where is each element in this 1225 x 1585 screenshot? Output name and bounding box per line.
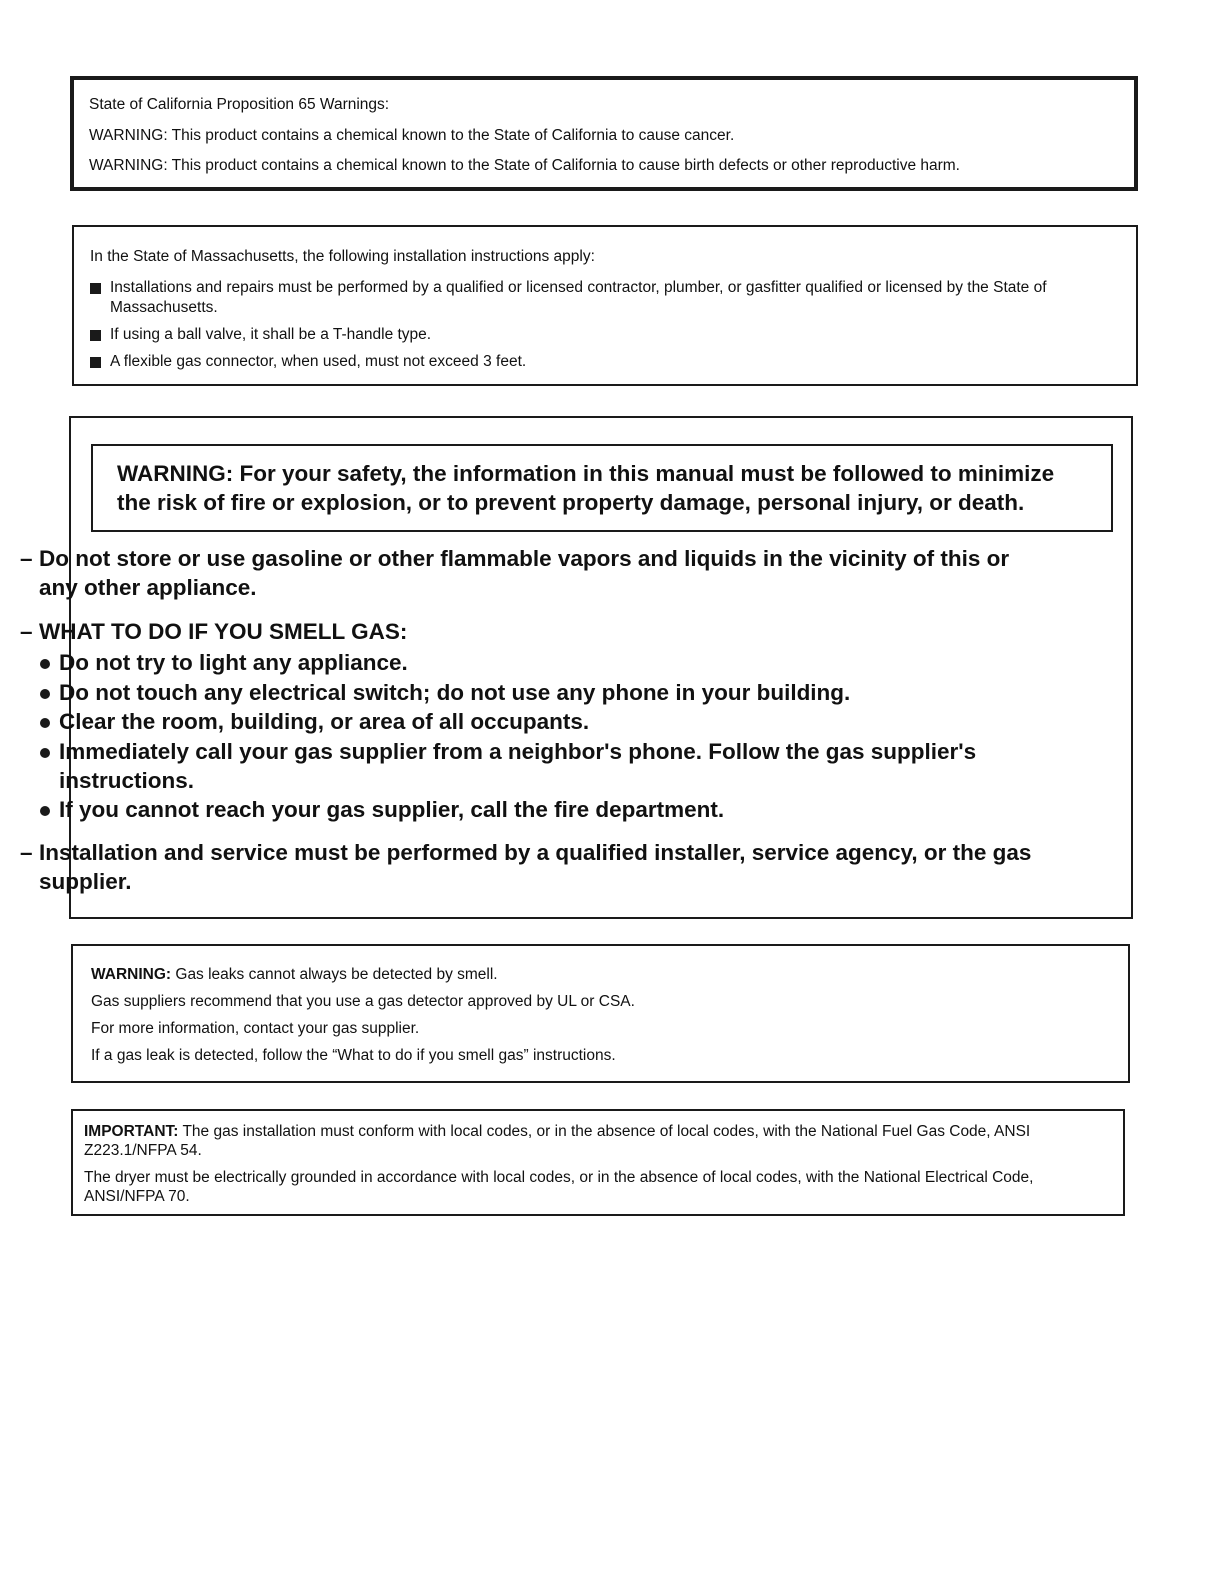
- list-item: If using a ball valve, it shall be a T-handle type.: [90, 325, 1116, 345]
- safety-warning-header: WARNING: For your safety, the information in this manual must be followed to minimize the risk of fire or explosion, or to prevent property damage, personal injury, or death.: [91, 444, 1113, 532]
- prop65-cancer-warning: WARNING: This product contains a chemical known to the State of California to cause cancer.: [89, 126, 735, 144]
- electrical-code-paragraph: The dryer must be electrically grounded in accordance with local codes, or in the absence of local codes, with the National Electrical Code, ANSI/NFPA 70.: [84, 1169, 1034, 1205]
- list-item: Immediately call your gas supplier from a neighbor's phone. Follow the gas supplier's instructions.: [40, 737, 1040, 795]
- smell-gas-heading: – WHAT TO DO IF YOU SMELL GAS:: [20, 619, 408, 644]
- list-item: Installations and repairs must be performed by a qualified or licensed contractor, plumber, or gasfitter qualified or licensed by the State of Massachusetts.: [90, 278, 1116, 318]
- bullet-dot-icon: [40, 659, 50, 669]
- massachusetts-list: [90, 278, 1116, 372]
- prop65-birth-defects-warning: WARNING: This product contains a chemical known to the State of California to cause birth defects or other reproductive harm.: [89, 157, 960, 174]
- leak-detected-line: If a gas leak is detected, follow the “What to do if you smell gas” instructions.: [91, 1047, 616, 1064]
- square-bullet-icon: [90, 330, 101, 341]
- massachusetts-intro: In the State of Massachusetts, the following installation instructions apply:: [90, 248, 595, 265]
- square-bullet-icon: [90, 283, 101, 294]
- qualified-installer-warning: – Installation and service must be performed by a qualified installer, service agency, or the gas supplier.: [20, 840, 1032, 894]
- leak-warning-line: WARNING: Gas leaks cannot always be detected by smell.: [91, 966, 498, 983]
- list-item: Do not try to light any appliance.: [40, 648, 1040, 677]
- warning-label: WARNING:: [91, 966, 172, 983]
- dash-marker: –: [20, 840, 33, 865]
- bullet-dot-icon: [40, 689, 50, 699]
- gas-code-paragraph: IMPORTANT: The gas installation must conform with local codes, or in the absence of local codes, with the National Fuel Gas Code, ANSI Z223.1/NFPA 54.: [84, 1123, 1031, 1159]
- list-item: A flexible gas connector, when used, must not exceed 3 feet.: [90, 352, 1116, 372]
- list-item: Do not touch any electrical switch; do not use any phone in your building.: [40, 678, 1040, 707]
- prop65-title: State of California Proposition 65 Warnings:: [89, 96, 390, 113]
- flammable-vapors-warning: – Do not store or use gasoline or other flammable vapors and liquids in the vicinity of this or any other appliance.: [20, 546, 1010, 600]
- bullet-dot-icon: [40, 718, 50, 728]
- important-notice-box: [71, 1109, 1125, 1216]
- smell-gas-steps: [40, 648, 1040, 825]
- list-item: Clear the room, building, or area of all occupants.: [40, 707, 1040, 736]
- contact-supplier-line: For more information, contact your gas supplier.: [91, 1020, 420, 1037]
- gas-leak-warning-box: [71, 944, 1130, 1083]
- dash-marker: –: [20, 619, 33, 644]
- dash-marker: –: [20, 546, 33, 571]
- list-item: If you cannot reach your gas supplier, call the fire department.: [40, 795, 1040, 824]
- massachusetts-instructions-box: [72, 225, 1138, 386]
- gas-detector-line: Gas suppliers recommend that you use a gas detector approved by UL or CSA.: [91, 993, 635, 1010]
- square-bullet-icon: [90, 357, 101, 368]
- bullet-dot-icon: [40, 748, 50, 758]
- bullet-dot-icon: [40, 806, 50, 816]
- prop65-warning-box: [70, 76, 1138, 191]
- important-label: IMPORTANT:: [84, 1123, 179, 1140]
